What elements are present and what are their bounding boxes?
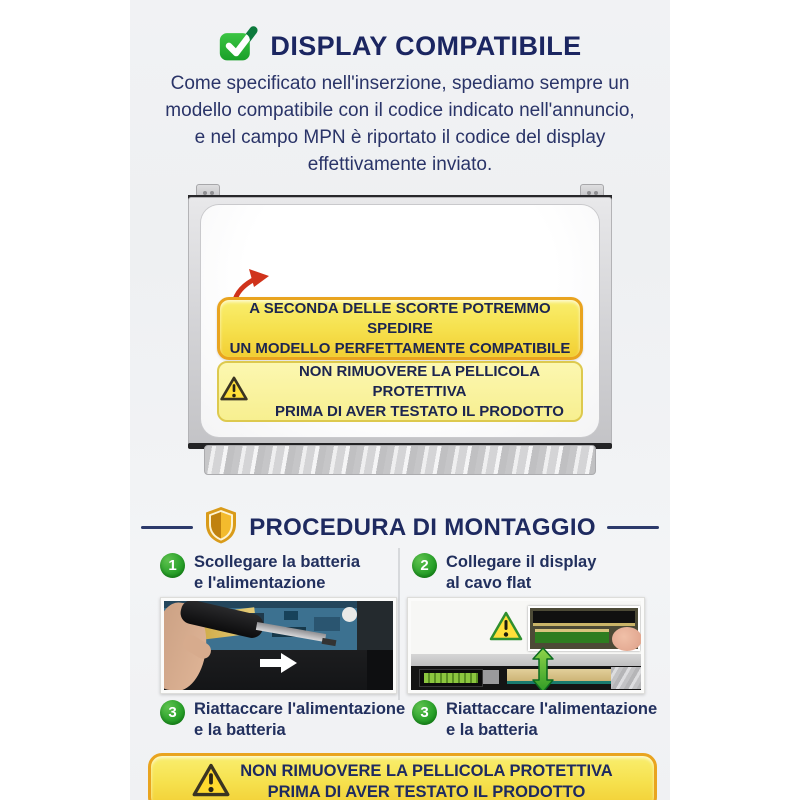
step-line: e la batteria [194, 721, 286, 739]
banner-line: NON RIMUOVERE LA PELLICOLA PROTETTIVA [240, 762, 613, 780]
step-line: Riattaccare l'alimentazione [446, 700, 658, 718]
photo-connect-flat-cable [407, 597, 645, 694]
white-right-arrow-icon [260, 653, 298, 678]
column-divider [398, 548, 400, 700]
finger [612, 627, 641, 651]
film-notice [217, 361, 583, 422]
step-number-badge: 3 [412, 700, 437, 725]
procedure-header [130, 506, 670, 549]
photo-disconnect-battery [160, 597, 397, 694]
stock-notice [217, 297, 583, 360]
green-up-down-arrow-icon [531, 647, 555, 690]
film-notice-line: NON RIMUOVERE LA PELLICOLA PROTETTIVA [298, 362, 541, 400]
intro-line: effettivamente inviato. [307, 154, 493, 175]
shield-icon [204, 506, 238, 549]
divider-line-left [141, 526, 193, 529]
intro-paragraph [130, 70, 670, 178]
banner-line: PRIMA DI AVER TESTATO IL PRODOTTO [267, 783, 586, 800]
step-number-badge: 3 [160, 700, 185, 725]
procedure-title: PROCEDURA DI MONTAGGIO [249, 513, 596, 541]
step-line: Collegare il display [446, 553, 597, 571]
step-line: al cavo flat [446, 574, 532, 592]
panel-screen [201, 205, 599, 437]
step-3-right [412, 699, 657, 741]
step-line: Scollegare la batteria [194, 553, 360, 571]
step-line: Riattaccare l'alimentazione [194, 700, 406, 718]
warning-triangle-icon [489, 611, 523, 646]
intro-line: Come specificato nell'inserzione, spediamo sempre un [170, 73, 630, 94]
divider-line-right [607, 526, 659, 529]
lvds-connector [419, 669, 483, 687]
step-line: e la batteria [446, 721, 538, 739]
intro-line: e nel campo MPN è riportato il codice del display [194, 127, 606, 148]
intro-line: modello compatibile con il codice indicato nell'annuncio, [165, 100, 635, 121]
step-3-left [160, 699, 405, 741]
panel-foil-strip [204, 445, 596, 475]
connector-closeup-inset [528, 606, 640, 651]
film-notice-line: PRIMA DI AVER TESTATO IL PRODOTTO [275, 402, 564, 420]
stock-notice-line: A SECONDA DELLE SCORTE POTREMMO SPEDIRE [249, 299, 551, 337]
flat-cable [507, 669, 615, 684]
step-number-badge: 1 [160, 553, 185, 578]
check-badge-icon [218, 24, 258, 69]
product-infographic [130, 0, 670, 800]
page-title: DISPLAY COMPATIBILE [270, 31, 582, 61]
display-connector-strip [411, 666, 641, 690]
step-number-badge: 2 [412, 553, 437, 578]
stock-notice-line: UN MODELLO PERFETTAMENTE COMPATIBILE [229, 339, 571, 357]
bottom-warning-banner [148, 753, 657, 800]
lcd-panel-image [188, 184, 612, 476]
step-1 [160, 552, 360, 594]
warning-triangle-icon [192, 763, 230, 800]
step-2 [412, 552, 596, 594]
warning-triangle-icon [219, 375, 249, 408]
step-line: e l'alimentazione [194, 574, 326, 592]
header [130, 24, 670, 69]
